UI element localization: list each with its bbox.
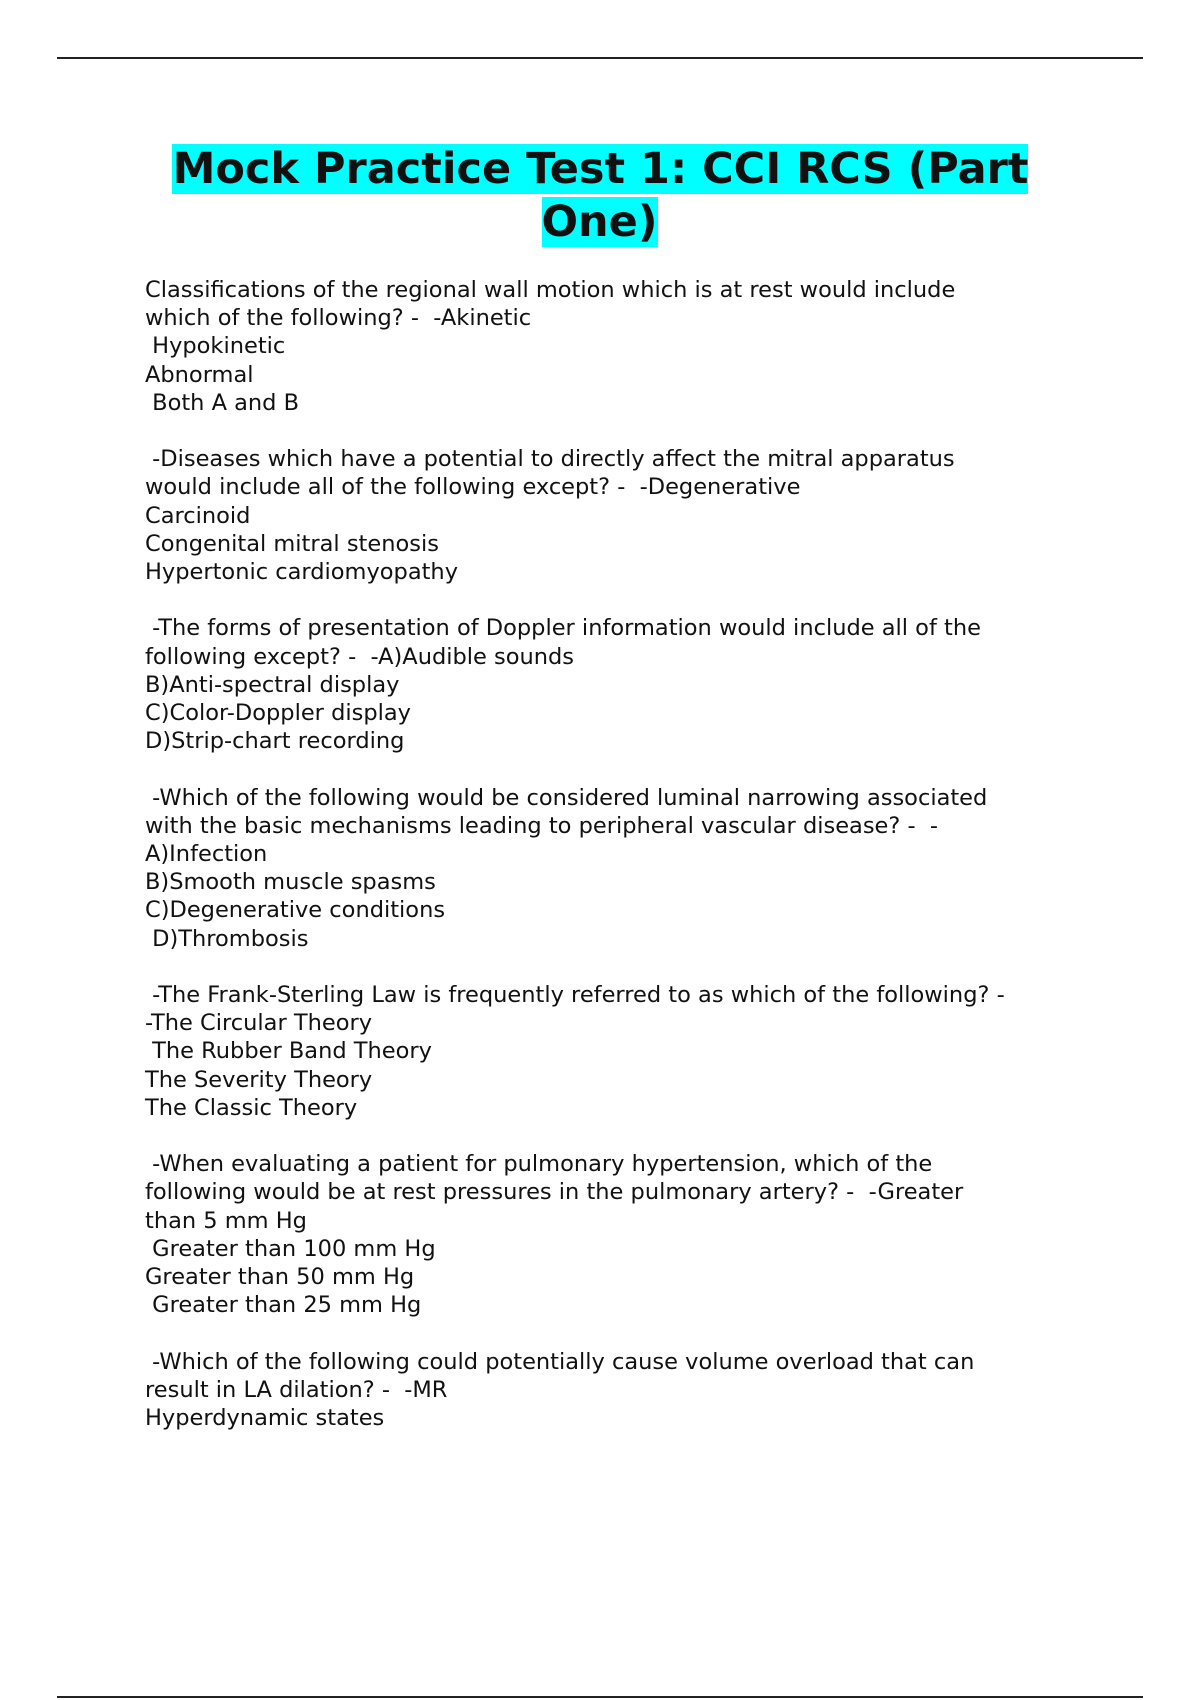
question-block [145,1150,1085,1319]
question-block [145,614,1085,755]
question-text-line: -The forms of presentation of Doppler information would include all of the [145,615,981,642]
answer-line: Both A and B [145,389,300,416]
question-text-line: -Which of the following would be considered luminal narrowing associated [145,784,988,811]
answer-line: The Severity Theory [145,1066,373,1093]
document-title [150,143,1050,249]
answer-line: than 5 mm Hg [145,1207,307,1234]
answer-line: Congenital mitral stenosis [145,530,439,557]
header-rule [57,57,1143,59]
question-block [145,981,1085,1122]
question-text-line: Classifications of the regional wall motion which is at rest would include [145,277,956,303]
answer-line: following would be at rest pressures in the pulmonary artery? - -Greater [145,1179,964,1206]
answer-line: Greater than 50 mm Hg [145,1264,415,1291]
answer-line: Hypertonic cardiomyopathy [145,559,459,586]
answer-line: A)Infection [145,841,268,868]
answer-line: Greater than 25 mm Hg [145,1292,422,1319]
answer-line: Abnormal [145,361,254,388]
answer-line: Hypokinetic [145,333,286,360]
answer-line: The Classic Theory [145,1094,358,1121]
title-highlight: Mock Practice Test 1: CCI RCS (Part One) [172,144,1029,247]
question-block [145,445,1085,586]
document-body [145,276,1085,1460]
answer-line: D)Thrombosis [145,925,309,952]
answer-line: -The Circular Theory [145,1010,373,1037]
question-block [145,1348,1085,1433]
answer-line: result in LA dilation? - -MR [145,1376,448,1403]
question-text-line: -When evaluating a patient for pulmonary hypertension, which of the [145,1151,933,1178]
answer-line: B)Smooth muscle spasms [145,869,436,896]
answer-line: Carcinoid [145,502,251,529]
question-block [145,276,1085,417]
answer-line: which of the following? - -Akinetic [145,305,532,332]
question-block [145,784,1085,953]
answer-line: following except? - -A)Audible sounds [145,643,575,670]
answer-line: C)Color-Doppler display [145,700,411,727]
answer-line: Hyperdynamic states [145,1405,385,1432]
answer-line: B)Anti-spectral display [145,671,400,698]
footer-rule [57,1696,1143,1698]
answer-line: C)Degenerative conditions [145,897,446,924]
answer-line: D)Strip-chart recording [145,728,405,755]
answer-line: would include all of the following except? - -Degenerative [145,474,801,501]
answer-line: Greater than 100 mm Hg [145,1235,436,1262]
answer-line: The Rubber Band Theory [145,1038,432,1065]
answer-line: with the basic mechanisms leading to peripheral vascular disease? - - [145,812,939,839]
question-text-line: -Diseases which have a potential to directly affect the mitral apparatus [145,446,955,473]
question-text-line: -The Frank-Sterling Law is frequently referred to as which of the following? - [145,982,1005,1009]
question-text-line: -Which of the following could potentially cause volume overload that can [145,1348,975,1375]
